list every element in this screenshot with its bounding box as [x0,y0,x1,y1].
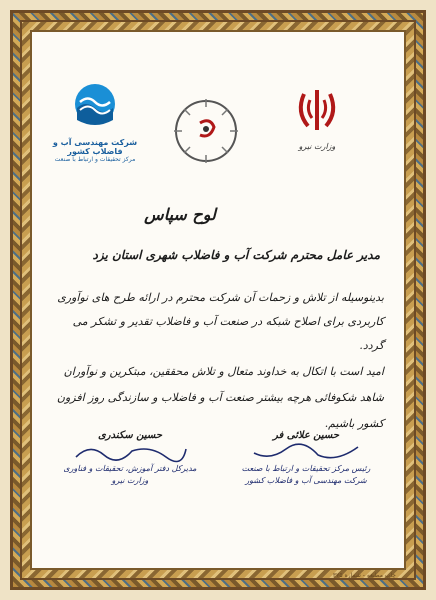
ministry-logo [282,86,352,151]
signer-title-right: رئیس مرکز تحقیقات و ارتباط با صنعت [241,464,371,473]
water-company-subtitle: مرکز تحقیقات و ارتباط با صنعت [54,156,136,163]
signer-org-right: شرکت مهندسی آب و فاضلاب کشور [245,476,367,485]
water-company-name: شرکت مهندسی آب و فاضلاب کشور [52,138,138,156]
signature-block-right [236,430,376,487]
addressee-line: مدیر عامل محترم شرکت آب و فاضلاب شهری استان یزد [92,248,380,262]
handwritten-signature-right [246,441,366,463]
body-paragraph-1: بدینوسیله از تلاش و زحمات آن شرکت محترم در ارائه طرح های نوآوری کاربردی برای اصلاح شبکه در صنعت آب و فاضلاب تقدیر و تشکر می گردد. [57,291,384,352]
body-paragraph-2: امید است با اتکال به خداوند متعال و تلاش محققین، مبتکرین و نوآوران شاهد شکوفائی هرچه بیشتر صنعت آب و فاضلاب و سازندگی روز افزون کشور باشیم. [56,365,384,430]
ministry-name: وزارت نیرو [298,142,336,151]
certificate-title: لوح سپاس [144,205,216,224]
spiral-emblem-icon [170,95,242,167]
water-company-logo [50,80,140,163]
signer-org-left: وزارت نیرو [111,476,149,485]
signer-name-left: حسین سکندری [97,430,163,441]
water-drop-logo-icon [50,80,140,132]
signer-name-right: حسین علائی فر [272,430,340,441]
printer-footer: چاپ مطبعه - شماره ۳۷۵ [332,572,396,579]
center-emblem [170,95,242,167]
iran-emblem-icon [282,86,352,134]
signature-block-left [60,430,200,487]
handwritten-signature-left [70,441,190,463]
signer-title-left: مدیرکل دفتر آموزش، تحقیقات و فناوری [63,464,197,473]
